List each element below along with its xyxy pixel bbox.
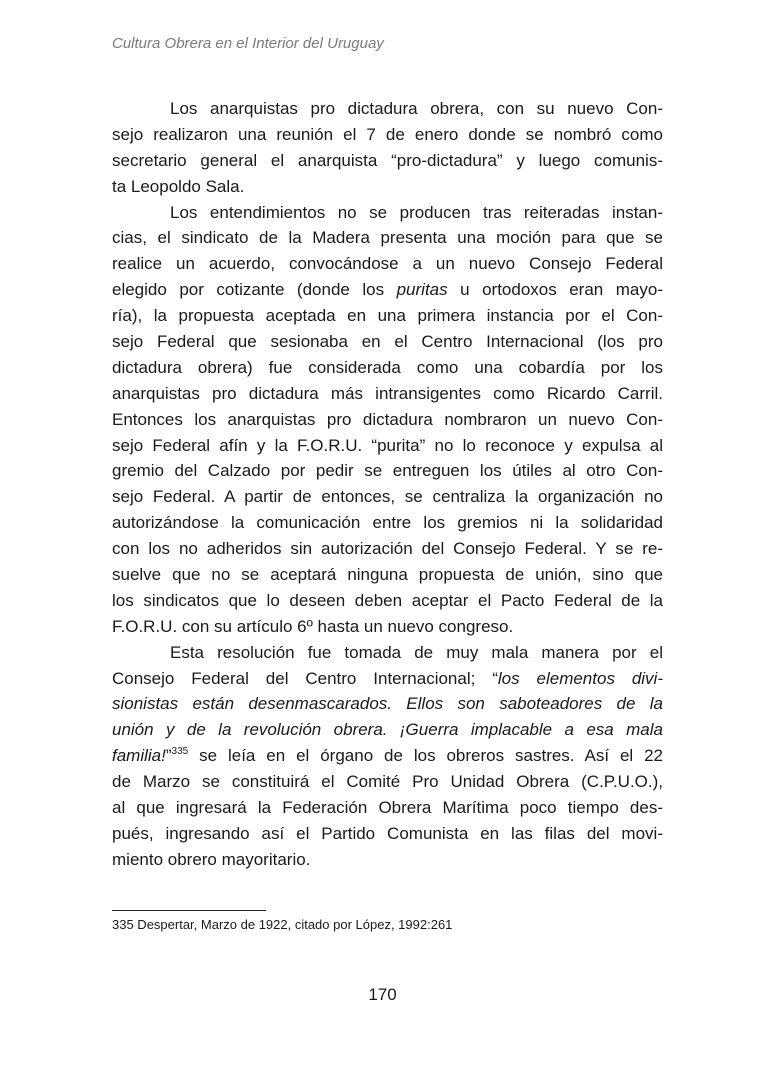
text-span: ” — [165, 746, 172, 766]
text-line — [112, 795, 663, 821]
text-span: Entonces los anarquistas pro dictadura nombraron un nuevo Con- — [112, 409, 663, 429]
text-span: realice un acuerdo, convocándose a un nuevo Consejo Federal — [112, 254, 663, 274]
text-span: anarquistas pro dictadura más intransigentes como Ricardo Carril. — [112, 383, 663, 403]
text-line — [112, 329, 663, 355]
italic-text: sionistas están desenmascarados. Ellos son saboteadores de la — [112, 694, 663, 714]
text-span: al que ingresará la Federación Obrera Marítima poco tiempo des- — [112, 798, 663, 818]
text-line — [112, 614, 663, 640]
text-span: sejo Federal afín y la F.O.R.U. “purita” no lo reconoce y expulsa al — [112, 435, 663, 455]
text-line — [112, 821, 663, 847]
text-line — [112, 510, 663, 536]
text-line — [112, 381, 663, 407]
text-line — [112, 200, 663, 226]
text-span: ta Leopoldo Sala. — [112, 176, 245, 196]
text-line — [112, 588, 663, 614]
text-span: elegido por cotizante (donde los — [112, 280, 397, 300]
paragraph — [112, 96, 663, 200]
text-line — [112, 458, 663, 484]
text-line — [112, 847, 663, 873]
footnote: 335 Despertar, Marzo de 1922, citado por López, 1992:261 — [112, 917, 453, 932]
footnote-ref: 335 — [171, 746, 189, 758]
text-span: Esta resolución fue tomada de muy mala manera por el — [170, 642, 663, 662]
text-line — [112, 251, 663, 277]
text-span: cias, el sindicato de la Madera presenta una moción para que se — [112, 228, 663, 248]
text-span: Los anarquistas pro dictadura obrera, con su nuevo Con- — [170, 99, 663, 118]
text-span: gremio del Calzado por pedir se entreguen los útiles al otro Con- — [112, 461, 663, 481]
italic-text: unión y de la revolución obrera. ¡Guerra implacable a esa mala — [112, 720, 663, 740]
body-text — [112, 96, 663, 873]
text-span: de Marzo se constituirá el Comité Pro Unidad Obrera (C.P.U.O.), — [112, 772, 663, 792]
page-number: 170 — [368, 985, 397, 1004]
running-header: Cultura Obrera en el Interior del Uruguay — [112, 35, 384, 52]
italic-text: familia! — [112, 746, 166, 766]
text-span: sejo Federal. A partir de entonces, se centraliza la organización no — [112, 487, 663, 507]
text-span: suelve que no se aceptará ninguna propuesta de unión, sino que — [112, 565, 663, 585]
text-line — [112, 433, 663, 459]
text-line — [112, 743, 663, 769]
text-span: se leía en el órgano de los obreros sastres. Así el 22 — [188, 746, 663, 766]
text-line — [112, 717, 663, 743]
footnote-divider — [112, 910, 266, 911]
text-line — [112, 225, 663, 251]
text-span: autorizándose la comunicación entre los gremios ni la solidaridad — [112, 513, 663, 533]
text-span: miento obrero mayoritario. — [112, 849, 311, 869]
paragraph — [112, 640, 663, 873]
text-span: F.O.R.U. con su artículo 6º hasta un nuevo congreso. — [112, 616, 514, 636]
text-line — [112, 691, 663, 717]
text-line — [112, 303, 663, 329]
text-line — [112, 666, 663, 692]
text-span: Consejo Federal del Centro Internacional; “ — [112, 668, 498, 688]
paragraph — [112, 200, 663, 640]
text-line — [112, 769, 663, 795]
text-line — [112, 484, 663, 510]
text-span: ría), la propuesta aceptada en una primera instancia por el Con- — [112, 306, 663, 326]
text-line — [112, 122, 663, 148]
italic-text: los elementos divi- — [497, 668, 663, 688]
text-span: secretario general el anarquista “pro-dictadura” y luego comunis- — [112, 150, 663, 170]
text-span: con los no adheridos sin autorización del Consejo Federal. Y se re- — [112, 539, 663, 559]
text-line — [112, 536, 663, 562]
text-line — [112, 355, 663, 381]
text-span: u ortodoxos eran mayo- — [447, 280, 663, 300]
text-span: sejo Federal que sesionaba en el Centro Internacional (los pro — [112, 332, 663, 352]
text-line — [112, 277, 663, 303]
text-span: dictadura obrera) fue considerada como una cobardía por los — [112, 357, 663, 377]
text-span: sejo realizaron una reunión el 7 de enero donde se nombró como — [112, 124, 663, 144]
text-span: los sindicatos que lo deseen deben aceptar el Pacto Federal de la — [112, 590, 663, 610]
text-line — [112, 96, 663, 122]
text-span: Los entendimientos no se producen tras reiteradas instan- — [170, 202, 663, 222]
text-line — [112, 640, 663, 666]
text-line — [112, 174, 663, 200]
italic-text: puritas — [396, 280, 448, 300]
text-line — [112, 148, 663, 174]
text-line — [112, 562, 663, 588]
text-line — [112, 407, 663, 433]
text-span: pués, ingresando así el Partido Comunista en las filas del movi- — [112, 823, 663, 843]
